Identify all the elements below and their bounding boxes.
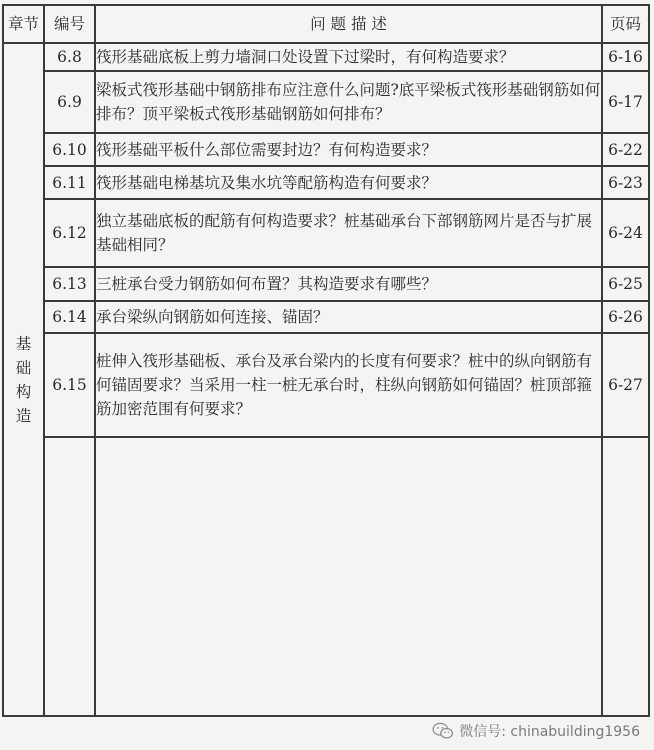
row-description: 筏形基础底板上剪力墙洞口处设置下过梁时，有何构造要求？ (95, 43, 602, 71)
row-description: 承台梁纵向钢筋如何连接、锚固？ (95, 301, 602, 333)
chapter-cell (3, 43, 44, 716)
row-description: 桩伸入筏形基础板、承台及承台梁内的长度有何要求？桩中的纵向钢筋有何锚固要求？当采用一柱一桩无承台时，柱纵向钢筋如何锚固？桩顶部箍筋加密范围有何要求？ (95, 333, 602, 437)
row-number: 6.15 (44, 333, 95, 437)
table-row (3, 43, 649, 71)
empty-cell (602, 437, 649, 716)
chapter-label: 基础构造 (15, 334, 32, 425)
row-page: 6-22 (602, 133, 649, 166)
row-page: 6-25 (602, 267, 649, 301)
table-row (3, 133, 649, 166)
header-chapter: 章节 (3, 5, 44, 43)
wechat-icon (432, 722, 454, 740)
row-number: 6.10 (44, 133, 95, 166)
table-header-row (3, 5, 649, 43)
header-page: 页码 (602, 5, 649, 43)
row-page: 6-27 (602, 333, 649, 437)
row-description: 筏形基础平板什么部位需要封边？有何构造要求？ (95, 133, 602, 166)
table-row (3, 166, 649, 199)
row-number: 6.8 (44, 43, 95, 71)
row-page: 6-23 (602, 166, 649, 199)
row-page: 6-24 (602, 199, 649, 267)
header-number: 编号 (44, 5, 95, 43)
row-page: 6-16 (602, 43, 649, 71)
row-page: 6-17 (602, 71, 649, 133)
row-page: 6-26 (602, 301, 649, 333)
header-description: 问 题 描 述 (95, 5, 602, 43)
question-index-table (2, 4, 650, 717)
row-number: 6.12 (44, 199, 95, 267)
empty-cell (44, 437, 95, 716)
row-number: 6.9 (44, 71, 95, 133)
watermark-text: 微信号: chinabuilding1956 (459, 724, 640, 740)
table-row-empty (3, 437, 649, 716)
watermark (432, 721, 640, 741)
table-row (3, 199, 649, 267)
row-number: 6.11 (44, 166, 95, 199)
table-row (3, 301, 649, 333)
row-description: 筏形基础电梯基坑及集水坑等配筋构造有何要求？ (95, 166, 602, 199)
empty-cell (95, 437, 602, 716)
row-number: 6.13 (44, 267, 95, 301)
row-number: 6.14 (44, 301, 95, 333)
row-description: 独立基础底板的配筋有何构造要求？桩基础承台下部钢筋网片是否与扩展基础相同？ (95, 199, 602, 267)
table-row (3, 333, 649, 437)
table-row (3, 267, 649, 301)
table-row (3, 71, 649, 133)
row-description: 三桩承台受力钢筋如何布置？其构造要求有哪些？ (95, 267, 602, 301)
row-description: 梁板式筏形基础中钢筋排布应注意什么问题?底平梁板式筏形基础钢筋如何排布？顶平梁板式筏形基础钢筋如何排布？ (95, 71, 602, 133)
